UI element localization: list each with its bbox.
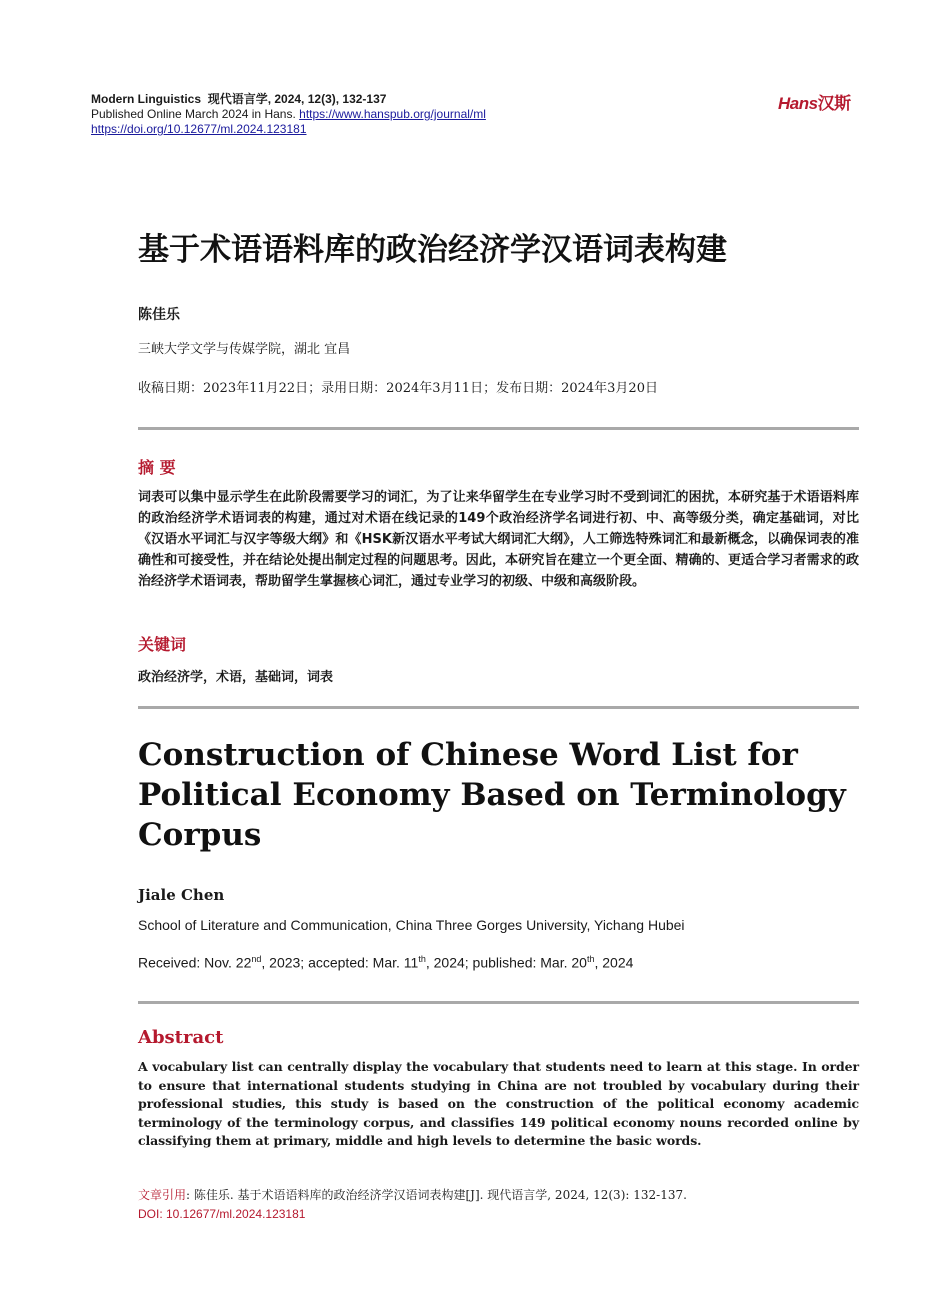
citation-text: : 陈佳乐. 基于术语语料库的政治经济学汉语词表构建[J]. 现代语言学, 2024, 12(3): 132-137. — [186, 1188, 687, 1202]
dates-chinese: 收稿日期：2023年11月22日；录用日期：2024年3月11日；发布日期：2024年3月20日 — [138, 381, 658, 396]
abstract-english: A vocabulary list can centrally display the vocabulary that students need to learn at this stage. In order to ensure that international students studying in China are not troubled by vocabulary during their professional studies, this study is based on the construction of the political economy academic terminology of the terminology corpus, and classifies 149 political economy nouns recorded online by classifying them at primary, middle and high levels to determine the basic words. — [138, 1059, 859, 1148]
dates-english — [138, 954, 633, 971]
title-english: Construction of Chinese Word List for Political Economy Based on Terminology Corpus — [138, 737, 846, 853]
citation-doi: DOI: 10.12677/ml.2024.123181 — [138, 1207, 306, 1221]
divider — [138, 427, 859, 430]
citation-block — [138, 1186, 687, 1224]
journal-header — [91, 92, 861, 137]
published-year: , 2024 — [594, 954, 634, 971]
divider — [138, 706, 859, 709]
publication-line — [91, 107, 861, 122]
journal-cn-info: 现代语言学, 2024, 12(3), 132-137 — [207, 92, 387, 106]
received-date: Received: Nov. 22 — [138, 954, 252, 971]
author-chinese: 陈佳乐 — [138, 307, 180, 323]
published-online-text: Published Online March 2024 in Hans. — [91, 107, 296, 121]
journal-info-line — [91, 92, 861, 107]
journal-name: Modern Linguistics — [91, 92, 202, 106]
published-sup: th — [586, 954, 595, 964]
accepted-sup: th — [418, 954, 426, 964]
received-sup: nd — [251, 954, 262, 964]
journal-link[interactable]: https://www.hanspub.org/journal/ml — [299, 107, 486, 121]
published-date: , 2024; published: Mar. 20 — [425, 954, 587, 971]
divider — [138, 1001, 859, 1004]
hans-logo — [778, 89, 851, 114]
keywords-chinese: 政治经济学，术语，基础词，词表 — [138, 670, 334, 685]
title-chinese: 基于术语语料库的政治经济学汉语词表构建 — [138, 232, 727, 268]
citation-label: 文章引用 — [138, 1188, 187, 1202]
accepted-date: , 2023; accepted: Mar. 11 — [261, 954, 419, 971]
abstract-chinese: 词表可以集中显示学生在此阶段需要学习的词汇，为了让来华留学生在专业学习时不受到词汇的困扰，本研究基于术语语料库的政治经济学术语词表的构建，通过对术语在线记录的149个政治经济学名词进行初、中、高等级分类，确定基础词，对比《汉语水平词汇与汉字等级大纲》和《HSK新汉语水平考试大纲词汇大纲》，人工筛选特殊词汇和最新概念，以确保词表的准确性和可接受性，并在结论处提出制定过程的问题思考。因此，本研究旨在建立一个更全面、精确的、更适合学习者需求的政治经济学术语词表，帮助留学生掌握核心词汇，通过专业学习的初级、中级和高级阶段。 — [138, 490, 859, 589]
keywords-heading-chinese: 关键词 — [138, 635, 187, 654]
logo-cn: 汉斯 — [817, 94, 851, 113]
affiliation-english: School of Literature and Communication, China Three Gorges University, Yichang Hubei — [138, 917, 685, 933]
logo-latin: Hans — [778, 94, 818, 113]
abstract-heading-chinese: 摘 要 — [138, 458, 176, 477]
affiliation-chinese: 三峡大学文学与传媒学院，湖北 宜昌 — [138, 342, 351, 357]
abstract-heading-english: Abstract — [138, 1027, 224, 1048]
author-english: Jiale Chen — [138, 886, 225, 904]
doi-link[interactable]: https://doi.org/10.12677/ml.2024.123181 — [91, 122, 307, 136]
